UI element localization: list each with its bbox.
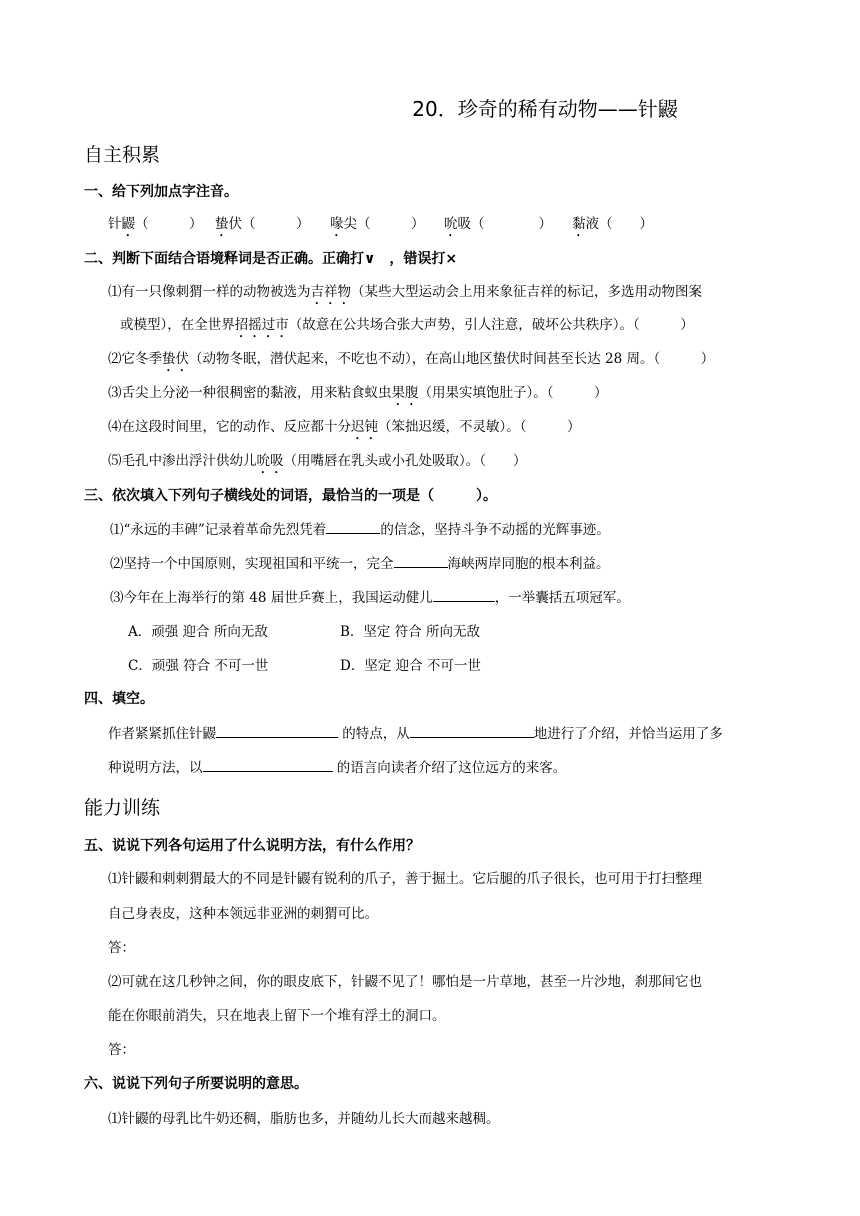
page-title: 20．珍奇的稀有动物——针鼹 [412,97,678,121]
question-4-heading: 四、填空。 [84,691,154,707]
question-1-heading: 一、给下列加点字注音。 [84,184,238,200]
option-c: C．顽强 符合 不可一世 [128,658,269,674]
pinyin-item-1: 针鼹（ ） [108,216,203,232]
judge-sentence-3: ⑶舌尖上分泌一种很稠密的黏液，用来粘食蚁虫果腹（用果实填饱肚子）。（ ） [108,385,608,401]
q5-passage-1-line-2: 自己身表皮，这种本领远非亚洲的刺猬可比。 [108,906,378,922]
q5-passage-1-line-1: ⑴针鼹和刺刺猬最大的不同是针鼹有锐利的爪子，善于掘土。它后腿的爪子很长，也可用于打扫整理 [108,871,702,887]
fill-sentence-2: ⑵坚持一个中国原则，实现祖国和平统一，完全 海峡两岸同胞的根本利益。 [110,556,610,572]
q5-passage-2-line-2: 能在你眼前消失，只在地表上留下一个堆有浮土的洞口。 [108,1008,446,1024]
pinyin-item-3: 喙尖（ ） [330,216,425,232]
judge-sentence-5: ⑸毛孔中渗出浮汁供幼儿吮吸（用嘴唇在乳头或小孔处吸取）。（ ） [108,453,527,469]
fill-paragraph-line-1: 作者紧紧抓住针鼹 的特点，从 地进行了介绍，并恰当运用了多 [108,726,723,742]
question-5-heading: 五、说说下列各句运用了什么说明方法，有什么作用？ [84,838,420,854]
q6-sentence-1: ⑴针鼹的母乳比牛奶还稠，脂肪也多，并随幼儿长大而越来越稠。 [108,1111,500,1127]
option-b: B．坚定 符合 所向无敌 [340,624,481,640]
q5-passage-2-line-1: ⑵可就在这几秒钟之间，你的眼皮底下，针鼹不见了！哪怕是一片草地，甚至一片沙地，刹那间它也 [108,974,702,990]
question-3-heading: 三、依次填入下列句子横线处的词语，最恰当的一项是（ ）。 [84,488,497,504]
option-d: D．坚定 迎合 不可一世 [340,658,481,674]
question-6-heading: 六、说说下列句子所要说明的意思。 [84,1076,308,1092]
q5-answer-2-label: 答： [108,1042,135,1058]
pinyin-item-2: 蛰伏（ ） [215,216,310,232]
judge-sentence-1: ⑴有一只像刺猬一样的动物被选为吉祥物（某些大型运动会上用来象征吉祥的标记，多选用动物图案 [108,284,702,300]
judge-sentence-2: ⑵它冬季蛰伏（动物冬眠，潜伏起来，不吃也不动），在高山地区蛰伏时间甚至长达 28 周。（ ） [108,351,715,367]
fill-sentence-3: ⑶今年在上海举行的第 48 届世乒赛上，我国运动健儿 ，一举囊括五项冠军。 [110,590,630,606]
option-a: A．顽强 迎合 所向无敌 [128,624,268,640]
section-heading-accumulation: 自主积累 [84,144,161,166]
fill-paragraph-line-2: 种说明方法，以 的语言向读者介绍了这位远方的来客。 [108,760,567,776]
pinyin-item-5: 黏液（ ） [572,216,653,232]
q5-answer-1-label: 答： [108,940,135,956]
judge-sentence-1-cont: 或模型），在全世界招摇过市（故意在公共场合张大声势，引人注意，破坏公共秩序）。（ ） [120,317,694,333]
judge-sentence-4: ⑷在这段时间里，它的动作、反应都十分迟钝（笨拙迟缓，不灵敏）。（ ） [108,419,581,435]
fill-sentence-1: ⑴“永远的丰碑”记录着革命先烈凭着 的信念，坚持斗争不动摇的光辉事迹。 [110,522,610,538]
section-heading-training: 能力训练 [84,797,161,819]
pinyin-item-4: 吮吸（ ） [444,216,552,232]
question-2-heading: 二、判断下面结合语境释词是否正确。正确打∨ ，错误打× [84,251,458,267]
